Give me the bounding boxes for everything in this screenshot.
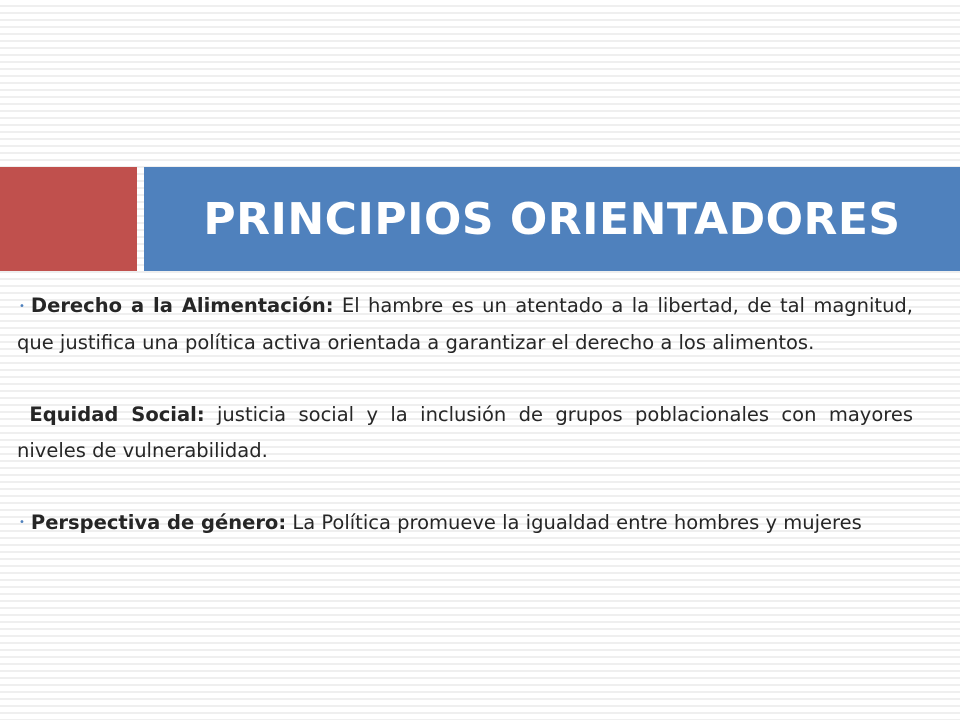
principle-item-equidad-social (17, 397, 913, 469)
title-bar (144, 167, 960, 271)
principle-term: Equidad Social: (29, 402, 205, 426)
principles-list (17, 288, 913, 541)
principle-item-derecho-alimentacion (17, 288, 913, 361)
principle-term: Derecho a la Alimentación: (30, 294, 334, 317)
principle-text: justicia social y la inclusión de grupos poblacionales con mayores niveles de vulnerabilidad. (17, 402, 913, 462)
red-accent-block (0, 167, 137, 271)
principle-text: La Política promueve la igualdad entre hombres y mujeres (286, 510, 862, 534)
principle-item-perspectiva-genero (17, 505, 913, 542)
principle-term: Perspectiva de género: (30, 510, 287, 534)
bullet-icon: • (19, 517, 25, 528)
slide-title: PRINCIPIOS ORIENTADORES (203, 193, 901, 245)
bullet-icon: • (19, 300, 25, 312)
principle-text: El hambre es un atentado a la libertad, de tal magnitud, que justifica una política activa orientada a garantizar el derecho a los alimentos. (17, 294, 914, 354)
